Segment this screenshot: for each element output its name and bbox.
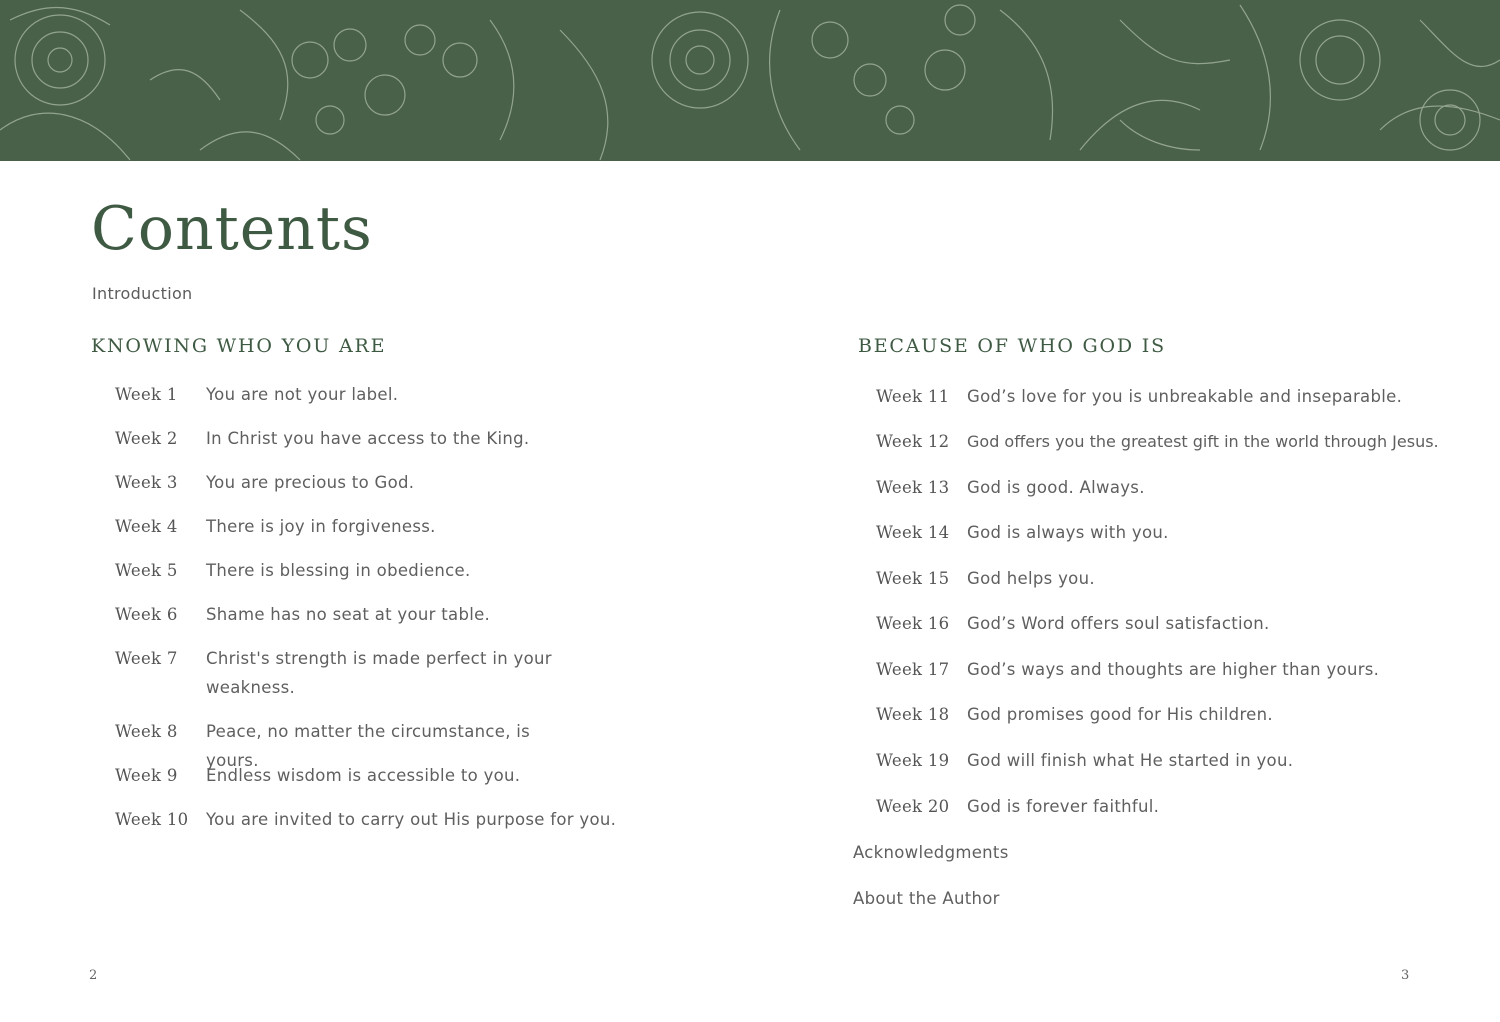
week-title: Shame has no seat at your table. <box>206 605 491 624</box>
week-title: God will finish what He started in you. <box>967 751 1294 770</box>
week-label: Week 11 <box>876 387 950 406</box>
week-label: Week 15 <box>876 569 950 588</box>
week-title: You are not your label. <box>206 385 399 404</box>
week-title: Christ's strength is made perfect in your weakness. <box>206 649 552 697</box>
week-title: God’s love for you is unbreakable and inseparable. <box>967 387 1403 406</box>
toc-entry-week-5[interactable] <box>115 556 586 585</box>
toc-entry-week-6[interactable] <box>115 600 586 629</box>
week-title: God helps you. <box>967 569 1095 588</box>
toc-entry-week-11[interactable] <box>876 382 1402 411</box>
toc-entry-week-3[interactable] <box>115 468 586 497</box>
toc-entry-week-4[interactable] <box>115 512 586 541</box>
week-title: There is joy in forgiveness. <box>206 517 436 536</box>
toc-entry-week-19[interactable] <box>876 746 1293 775</box>
week-label: Week 17 <box>876 660 950 679</box>
week-label: Week 3 <box>115 473 178 492</box>
toc-about-the-author[interactable]: About the Author <box>853 889 1000 908</box>
week-label: Week 13 <box>876 478 950 497</box>
toc-entry-week-15[interactable] <box>876 564 1095 593</box>
week-label: Week 19 <box>876 751 950 770</box>
week-label: Week 9 <box>115 766 178 785</box>
week-label: Week 18 <box>876 705 950 724</box>
botanical-illustration <box>0 0 1500 161</box>
week-label: Week 6 <box>115 605 178 624</box>
page-number-right: 3 <box>1401 968 1410 983</box>
toc-entry-week-2[interactable] <box>115 424 586 453</box>
week-title: Peace, no matter the circumstance, is yours. <box>206 722 531 770</box>
week-label: Week 8 <box>115 722 178 741</box>
week-title: You are precious to God. <box>206 473 415 492</box>
week-label: Week 2 <box>115 429 178 448</box>
week-label: Week 12 <box>876 432 950 451</box>
toc-entry-week-9[interactable] <box>115 761 586 790</box>
toc-entry-week-10[interactable] <box>115 805 626 834</box>
week-title: God is good. Always. <box>967 478 1145 497</box>
toc-entry-week-13[interactable] <box>876 473 1145 502</box>
toc-introduction[interactable]: Introduction <box>92 284 193 303</box>
week-title: God’s Word offers soul satisfaction. <box>967 614 1270 633</box>
week-title: God is forever faithful. <box>967 797 1160 816</box>
toc-entry-week-7[interactable] <box>115 644 556 702</box>
toc-entry-week-16[interactable] <box>876 609 1270 638</box>
week-title: In Christ you have access to the King. <box>206 429 530 448</box>
week-title: You are invited to carry out His purpose for you. <box>206 810 617 829</box>
toc-entry-week-18[interactable] <box>876 700 1273 729</box>
week-label: Week 20 <box>876 797 950 816</box>
week-label: Week 5 <box>115 561 178 580</box>
week-title: God offers you the greatest gift in the world through Jesus. <box>967 432 1439 451</box>
week-label: Week 16 <box>876 614 950 633</box>
toc-entry-week-20[interactable] <box>876 792 1159 821</box>
toc-entry-week-1[interactable] <box>115 380 586 409</box>
toc-entry-week-17[interactable] <box>876 655 1379 684</box>
week-label: Week 10 <box>115 810 189 829</box>
week-label: Week 14 <box>876 523 950 542</box>
page-title: Contents <box>91 194 373 264</box>
toc-entry-week-12[interactable] <box>876 427 1439 456</box>
section-heading-knowing: KNOWING WHO YOU ARE <box>91 335 387 357</box>
week-label: Week 1 <box>115 385 178 404</box>
floral-banner <box>0 0 1500 161</box>
toc-acknowledgments[interactable]: Acknowledgments <box>853 843 1009 862</box>
week-label: Week 4 <box>115 517 178 536</box>
week-title: There is blessing in obedience. <box>206 561 471 580</box>
week-title: God’s ways and thoughts are higher than yours. <box>967 660 1380 679</box>
week-title: God promises good for His children. <box>967 705 1273 724</box>
toc-entry-week-14[interactable] <box>876 518 1169 547</box>
section-heading-because: BECAUSE OF WHO GOD IS <box>858 335 1166 357</box>
week-title: Endless wisdom is accessible to you. <box>206 766 521 785</box>
week-label: Week 7 <box>115 649 178 668</box>
page-number-left: 2 <box>89 968 98 983</box>
week-title: God is always with you. <box>967 523 1169 542</box>
